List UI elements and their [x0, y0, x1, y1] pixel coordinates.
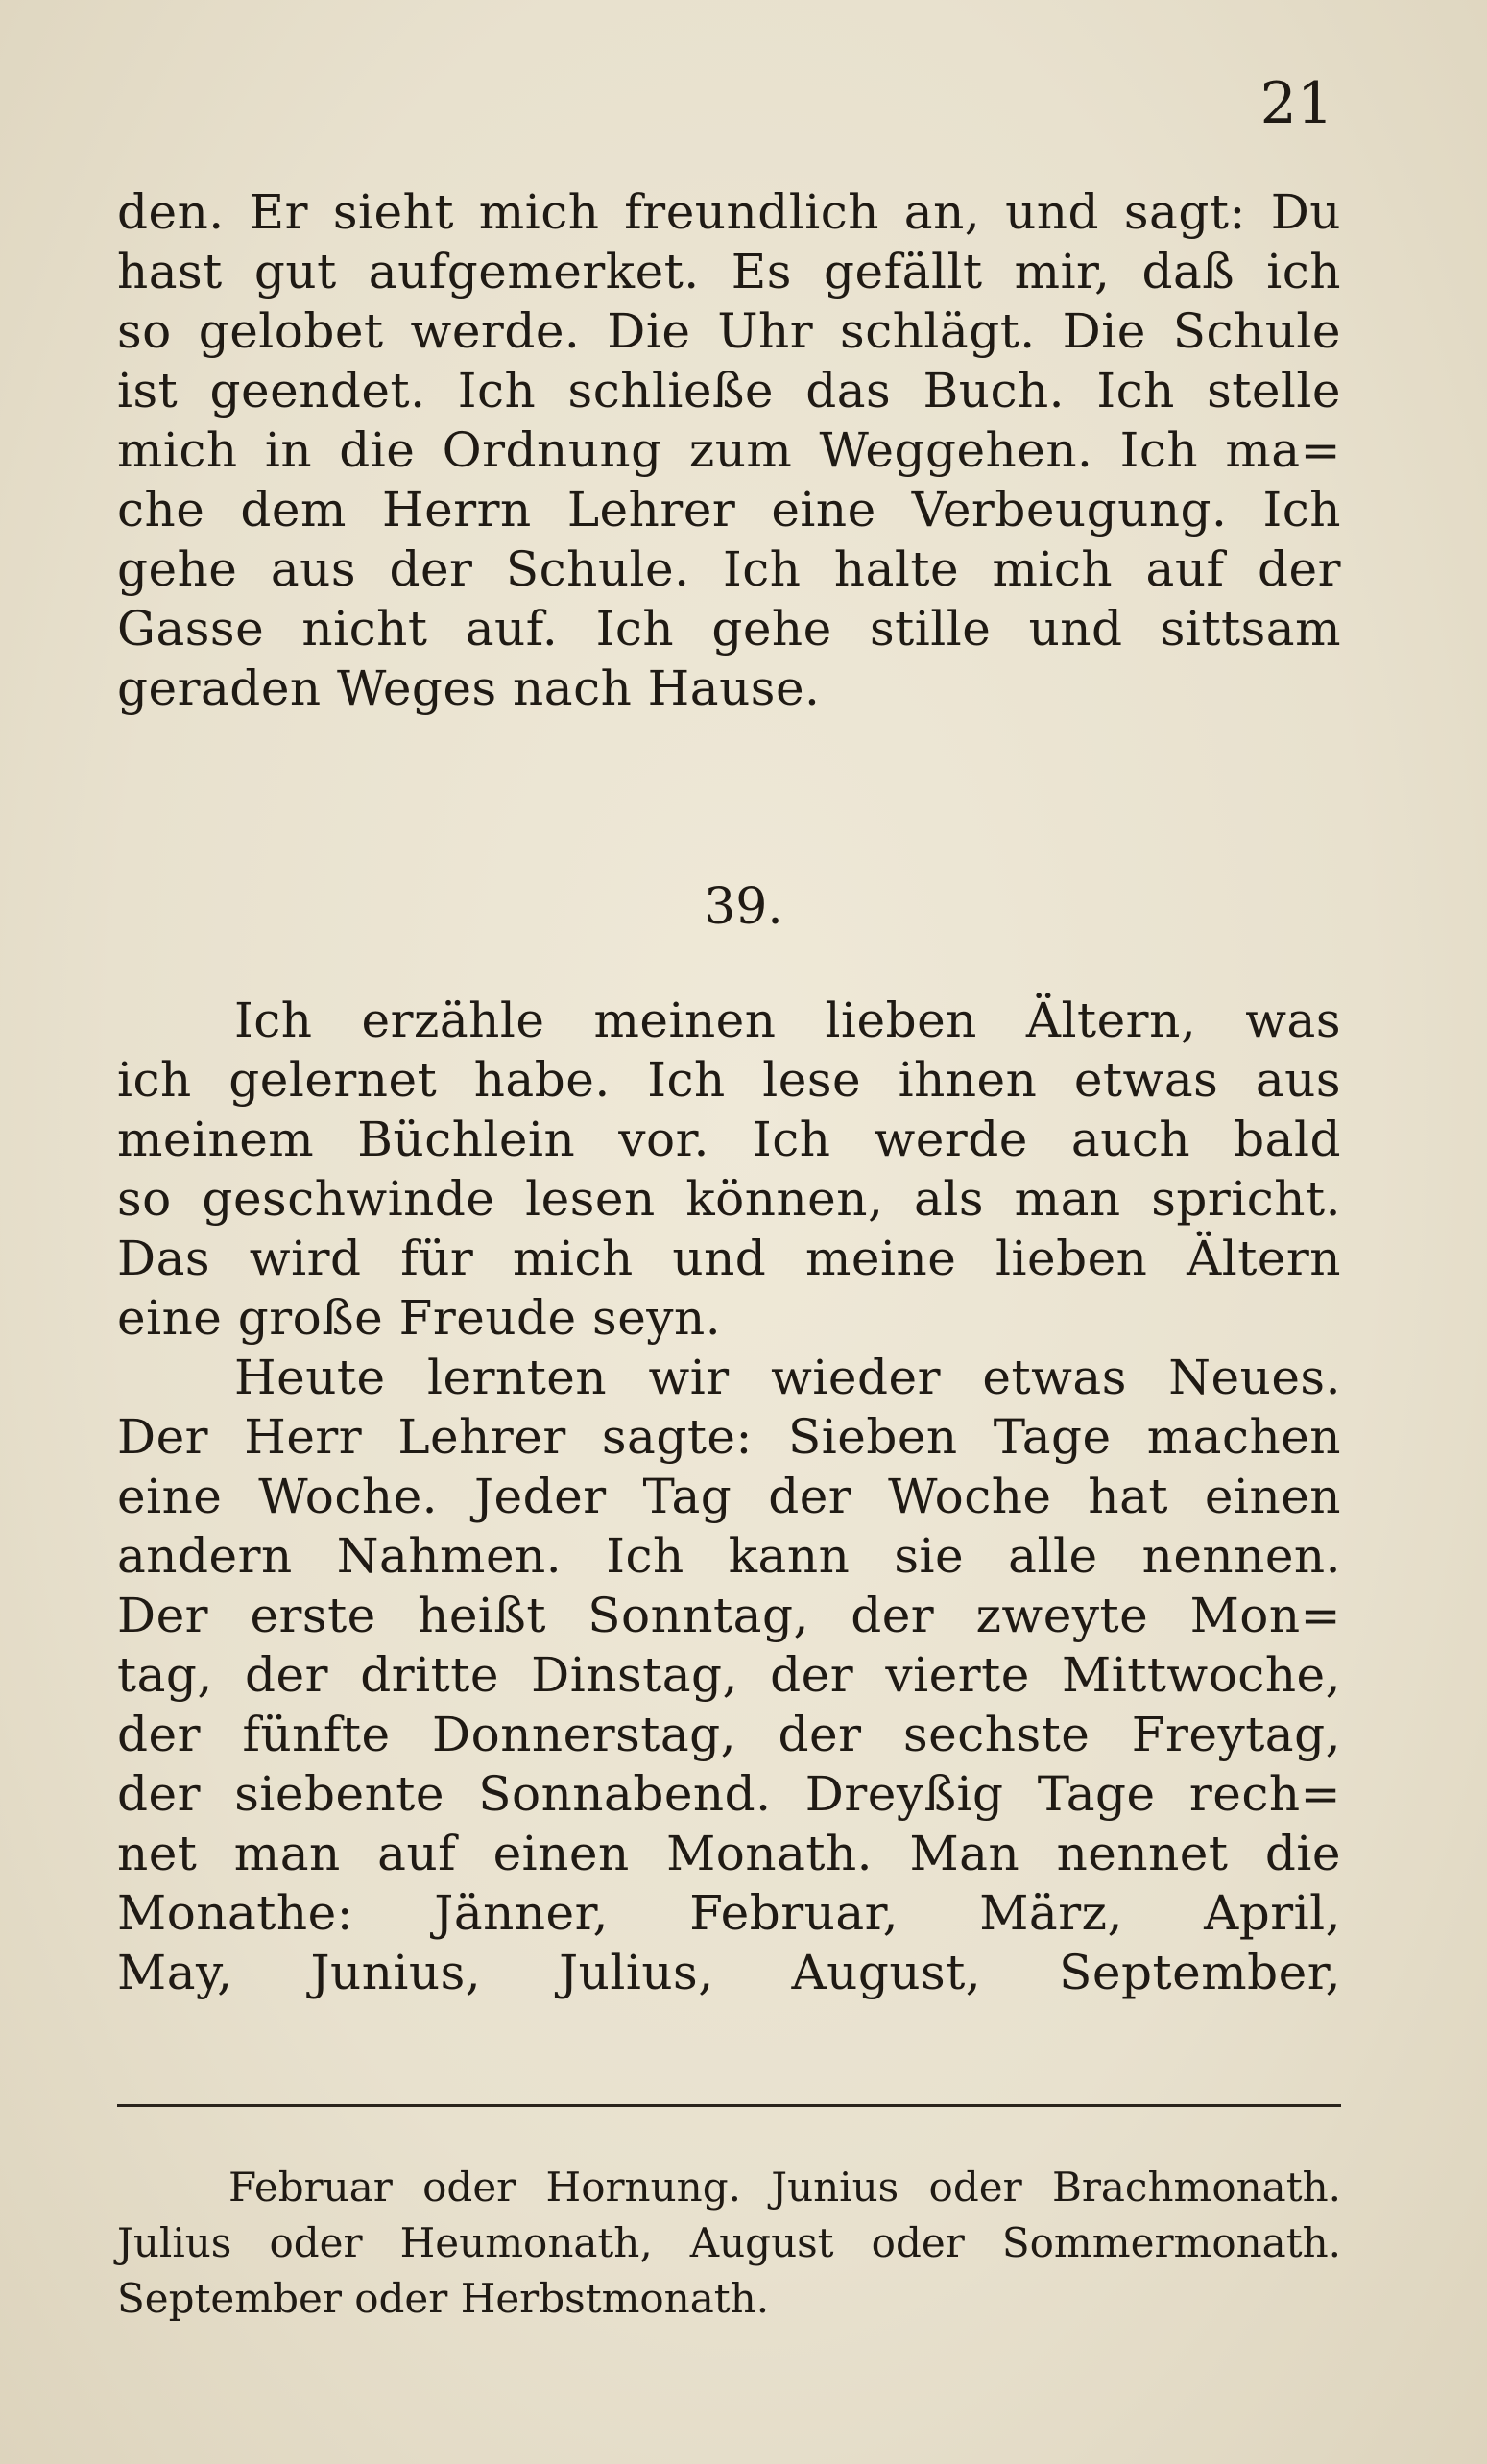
text-line: geraden Weges nach Hause. — [117, 660, 821, 716]
text-line: May, Junius, Julius, August, September, — [117, 1945, 1341, 2000]
text-line: so geschwinde lesen können, als man spricht. — [117, 1171, 1341, 1227]
text-line: meinem Büchlein vor. Ich werde auch bald — [117, 1112, 1341, 1167]
text-line: ist geendet. Ich schließe das Buch. Ich stelle — [117, 363, 1341, 419]
section-number: 39. — [704, 878, 783, 936]
text-line: den. Er sieht mich freundlich an, und sagt: Du — [117, 184, 1341, 240]
text-line: Heute lernten wir wieder etwas Neues. — [234, 1350, 1341, 1405]
text-line: gehe aus der Schule. Ich halte mich auf der — [117, 541, 1341, 597]
text-line: net man auf einen Monath. Man nennet die — [117, 1826, 1341, 1881]
footnote-divider — [117, 2104, 1341, 2107]
text-line: hast gut aufgemerket. Es gefällt mir, daß ich — [117, 244, 1341, 299]
text-line: der fünfte Donnerstag, der sechste Freytag, — [117, 1707, 1341, 1762]
footnotes — [117, 2160, 1341, 2327]
text-line: Gasse nicht auf. Ich gehe stille und sittsam — [117, 601, 1341, 657]
text-line: Der erste heißt Sonntag, der zweyte Mon= — [117, 1588, 1341, 1643]
footnote-line: September oder Herbstmonath. — [117, 2275, 770, 2322]
text-line: Das wird für mich und meine lieben Ältern — [117, 1231, 1341, 1286]
footnote-line: Februar oder Hornung. Junius oder Brachmonath. — [228, 2164, 1341, 2211]
text-line: mich in die Ordnung zum Weggehen. Ich ma= — [117, 422, 1341, 478]
page-number: 21 — [1259, 70, 1333, 137]
text-line: andern Nahmen. Ich kann sie alle nennen. — [117, 1528, 1341, 1584]
text-line: che dem Herrn Lehrer eine Verbeugung. Ich — [117, 482, 1341, 538]
text-line: eine Woche. Jeder Tag der Woche hat einen — [117, 1469, 1341, 1524]
text-line: Monathe: Jänner, Februar, März, April, — [117, 1885, 1341, 1941]
text-line: Ich erzähle meinen lieben Ältern, was — [234, 993, 1341, 1048]
paragraph-2-and-3 — [117, 991, 1341, 2002]
text-line: eine große Freude seyn. — [117, 1290, 722, 1346]
text-line: so gelobet werde. Die Uhr schlägt. Die Schule — [117, 303, 1341, 359]
text-line: Der Herr Lehrer sagte: Sieben Tage machen — [117, 1409, 1341, 1465]
text-line: der siebente Sonnabend. Dreyßig Tage rech= — [117, 1766, 1341, 1822]
footnote-line: Julius oder Heumonath, August oder Sommermonath. — [117, 2219, 1341, 2266]
paragraph-1 — [117, 182, 1341, 718]
text-line: tag, der dritte Dinstag, der vierte Mittwoche, — [117, 1647, 1341, 1703]
text-line: ich gelernet habe. Ich lese ihnen etwas aus — [117, 1052, 1341, 1108]
